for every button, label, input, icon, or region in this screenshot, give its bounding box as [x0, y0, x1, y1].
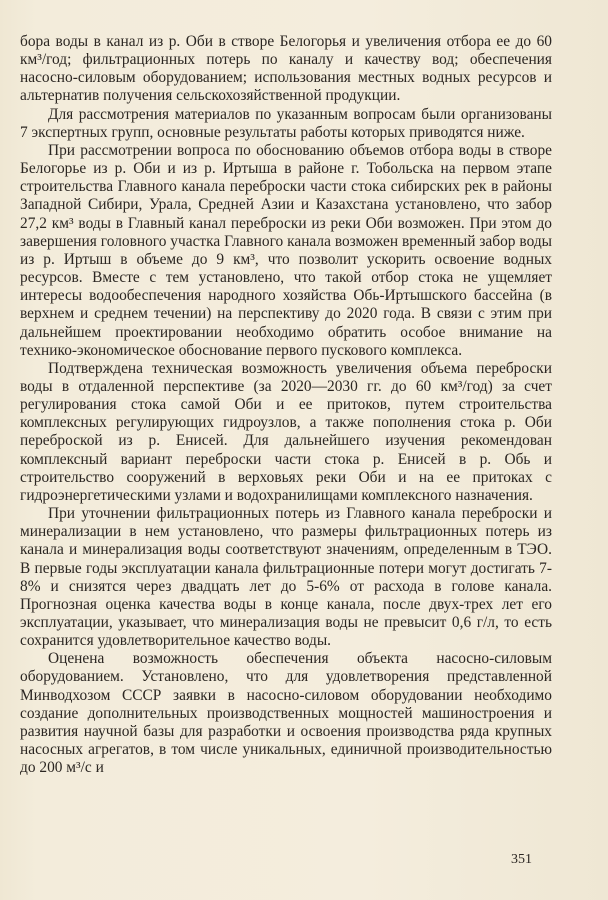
- paragraph-1: бора воды в канал из р. Оби в створе Белогорья и увеличения отбора ее до 60 км³/год; фильтрационных потерь по каналу и качеству вод; обеспечения насосно-силовым оборудованием; использования местных водных ресурсов и альтернатив получения сельскохозяйственной продукции.: [20, 33, 552, 105]
- paragraph-2: Для рассмотрения материалов по указанным вопросам были организованы 7 экспертных групп, основные результаты работы которых приводятся ниже.: [20, 105, 552, 141]
- body-text: [20, 33, 552, 777]
- paragraph-3: При рассмотрении вопроса по обоснованию объемов отбора воды в створе Белогорье из р. Оби и из р. Иртыша в районе г. Тобольска на первом этапе строительства Главного канала переброски части стока сибирских рек в районы Западной Сибири, Урала, Средней Азии и Казахстана установлено, что забор 27,2 км³ воды в Главный канал переброски из реки Оби возможен. При этом до завершения головного участка Главного канала возможен временный забор воды из р. Иртыш в объеме до 9 км³, что позволит ускорить освоение водных ресурсов. Вместе с тем установлено, что такой отбор стока не ущемляет интересы водообеспечения народного хозяйства Обь-Иртышского бассейна (в верхнем и среднем течении) на перспективу до 2020 года. В связи с этим при дальнейшем проектировании необходимо обратить особое внимание на технико-экономическое обоснование первого пускового комплекса.: [20, 141, 552, 359]
- paragraph-5: При уточнении фильтрационных потерь из Главного канала переброски и минерализации в нем установлено, что размеры фильтрационных потерь из канала и минерализация воды соответствуют значениям, определенным в ТЭО. В первые годы эксплуатации канала фильтрационные потери могут достигать 7-8% и снизятся через двадцать лет до 5-6% от расхода в голове канала. Прогнозная оценка качества воды в конце канала, после двух-трех лет его эксплуатации, указывает, что минерализация воды не превысит 0,6 г/л, то есть сохранится удовлетворительное качество воды.: [20, 505, 552, 650]
- page-number: 351: [511, 852, 532, 867]
- paragraph-4: Подтверждена техническая возможность увеличения объема переброски воды в отдаленной перспективе (за 2020—2030 гг. до 60 км³/год) за счет регулирования стока самой Оби и ее притоков, путем строительства комплексных регулирующих гидроузлов, а также пополнения стока р. Оби переброской из р. Енисей. Для дальнейшего изучения рекомендован комплексный вариант переброски части стока р. Енисей в р. Обь и строительство сооружений в верховьях реки Оби и на ее притоках с гидроэнергетическими узлами и водохранилищами комплексного назначения.: [20, 359, 552, 504]
- paragraph-6: Оценена возможность обеспечения объекта насосно-силовым оборудованием. Установлено, что для удовлетворения представленной Минводхозом СССР заявки в насосно-силовом оборудовании необходимо создание дополнительных производственных мощностей машиностроения и развития научной базы для разработки и освоения производства ряда крупных насосных агрегатов, в том числе уникальных, единичной производительностью до 200 м³/с и: [20, 650, 552, 777]
